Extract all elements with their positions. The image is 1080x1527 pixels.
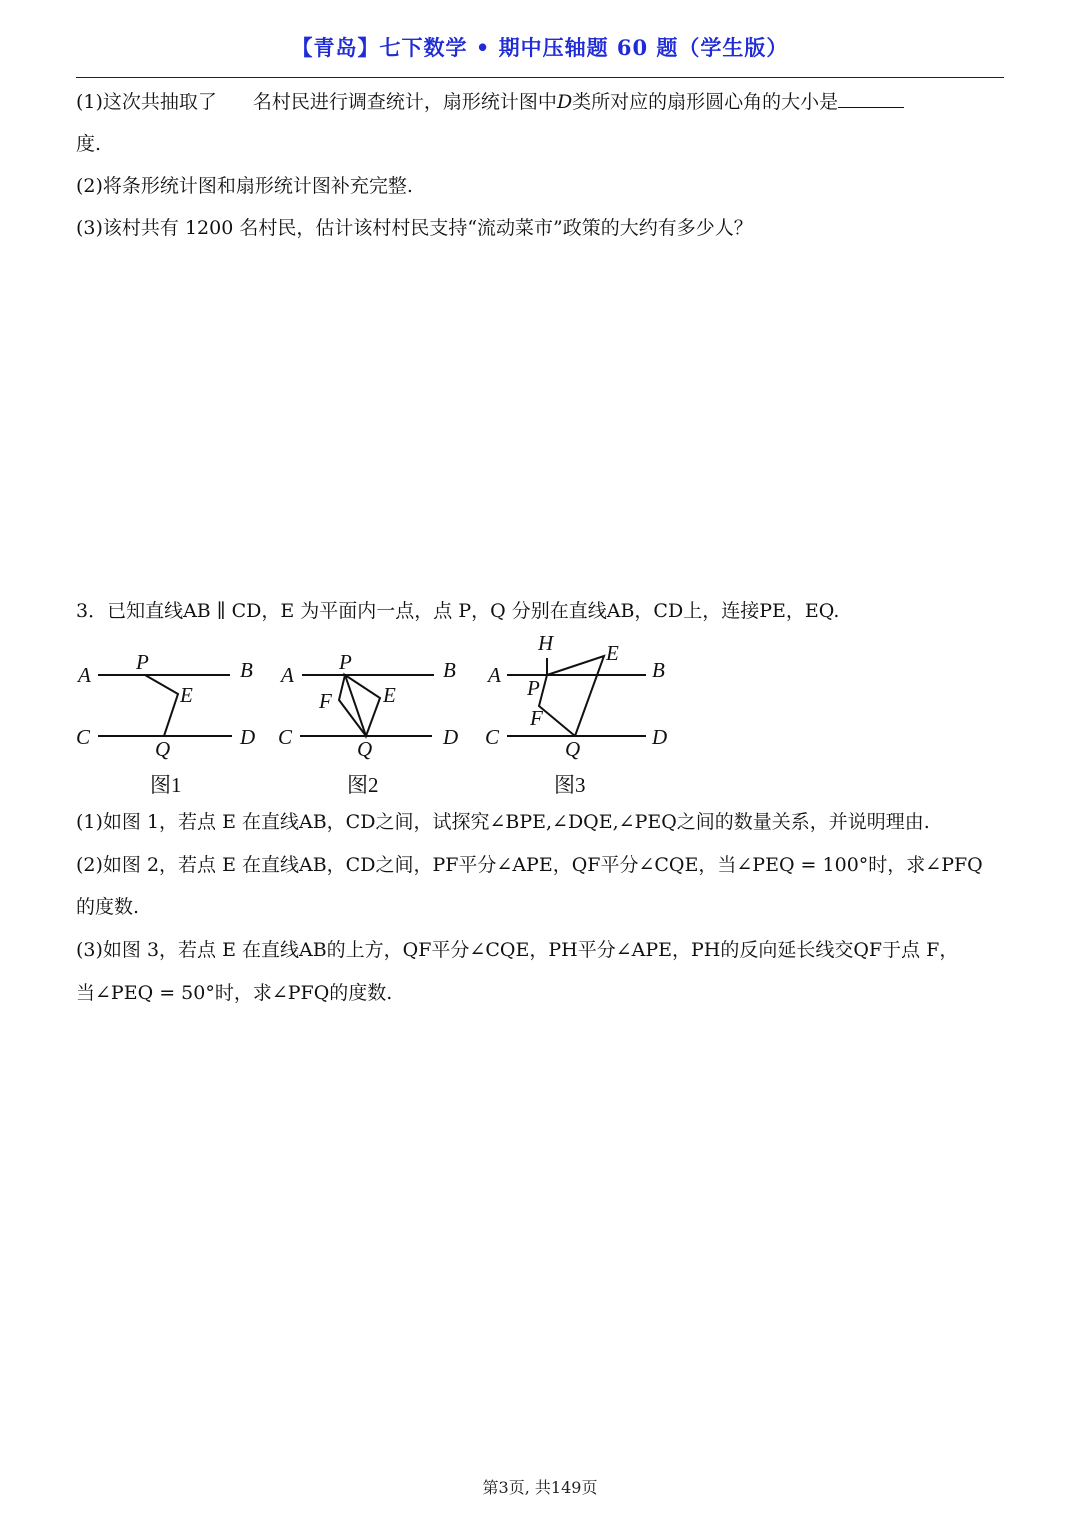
- q3-part3-line2: 当∠PEQ = 50°时，求∠PFQ的度数.: [76, 982, 393, 1004]
- label-p-fig2: P: [339, 650, 352, 674]
- q2-part1-middle: 名村民进行调查统计，扇形统计图中: [252, 91, 557, 113]
- polyline-hpfq-fig3: [539, 658, 575, 736]
- figure-2: [278, 650, 458, 797]
- label-e-fig2: E: [383, 683, 396, 707]
- label-a-fig2: A: [281, 663, 294, 687]
- label-f-fig3: F: [530, 706, 543, 730]
- triangle-peq-fig2: [345, 675, 380, 736]
- label-b-fig2: B: [443, 658, 456, 682]
- caption-fig2: 图2: [347, 773, 379, 797]
- q2-part1-prefix: (1)这次共抽取了: [76, 91, 217, 113]
- q3-part3-line1: (3)如图 3，若点 E 在直线AB的上方，QF平分∠CQE，PH平分∠APE，PH的反向延长线交QF于点 F，: [76, 939, 959, 961]
- label-q-fig2: Q: [357, 737, 373, 761]
- header-divider: [76, 77, 1004, 78]
- label-q-fig3: Q: [565, 737, 581, 761]
- label-d-fig3: D: [652, 725, 668, 749]
- q2-part1-line2: 度.: [76, 133, 102, 155]
- caption-fig1: 图1: [150, 773, 182, 797]
- polyline-peq-fig1: [145, 675, 178, 736]
- caption-fig3: 图3: [554, 773, 586, 797]
- geometry-figures: [70, 628, 690, 804]
- label-b-fig3: B: [652, 658, 665, 682]
- q3-part1: (1)如图 1，若点 E 在直线AB，CD之间，试探究∠BPE,∠DQE,∠PEQ之间的数量关系，并说明理由.: [76, 811, 930, 833]
- q3-part2-line2: 的度数.: [76, 896, 140, 918]
- label-c-fig2: C: [278, 725, 293, 749]
- q2-part2: (2)将条形统计图和扇形统计图补充完整.: [76, 175, 413, 197]
- label-p-fig1: P: [136, 650, 149, 674]
- label-e-fig3: E: [606, 641, 619, 665]
- q2-part3: (3)该村共有 1200 名村民，估计该村村民支持“流动菜市”政策的大约有多少人？: [76, 217, 753, 239]
- label-d-fig1: D: [240, 725, 256, 749]
- page-header-title: 【青岛】七下数学 • 期中压轴题 60 题（学生版）: [291, 35, 789, 60]
- label-f-fig2: F: [319, 689, 332, 713]
- variable-d: D: [556, 91, 573, 113]
- polyline-peq-fig3: [547, 656, 604, 736]
- page-number: 第3页, 共149页: [482, 1478, 598, 1497]
- q2-part1-suffix: 类所对应的扇形圆心角的大小是: [572, 91, 839, 113]
- figure-3: [485, 631, 667, 797]
- q3-stem: 3．已知直线AB ∥ CD，E 为平面内一点，点 P，Q 分别在直线AB，CD上，连接PE，EQ.: [76, 600, 840, 622]
- label-p-fig3: P: [527, 676, 540, 700]
- label-a-fig1: A: [78, 663, 91, 687]
- label-d-fig2: D: [443, 725, 459, 749]
- label-a-fig3: A: [488, 663, 501, 687]
- figure-1: [76, 650, 255, 797]
- q3-part2-line1: (2)如图 2，若点 E 在直线AB，CD之间，PF平分∠APE，QF平分∠CQE，当∠PEQ = 100°时，求∠PFQ: [76, 854, 983, 876]
- label-h-fig3: H: [538, 631, 554, 655]
- label-c-fig3: C: [485, 725, 500, 749]
- q2-part1-line1: [76, 89, 904, 115]
- label-e-fig1: E: [180, 683, 193, 707]
- answer-blank: [838, 89, 904, 108]
- label-q-fig1: Q: [155, 737, 171, 761]
- label-c-fig1: C: [76, 725, 91, 749]
- label-b-fig1: B: [240, 658, 253, 682]
